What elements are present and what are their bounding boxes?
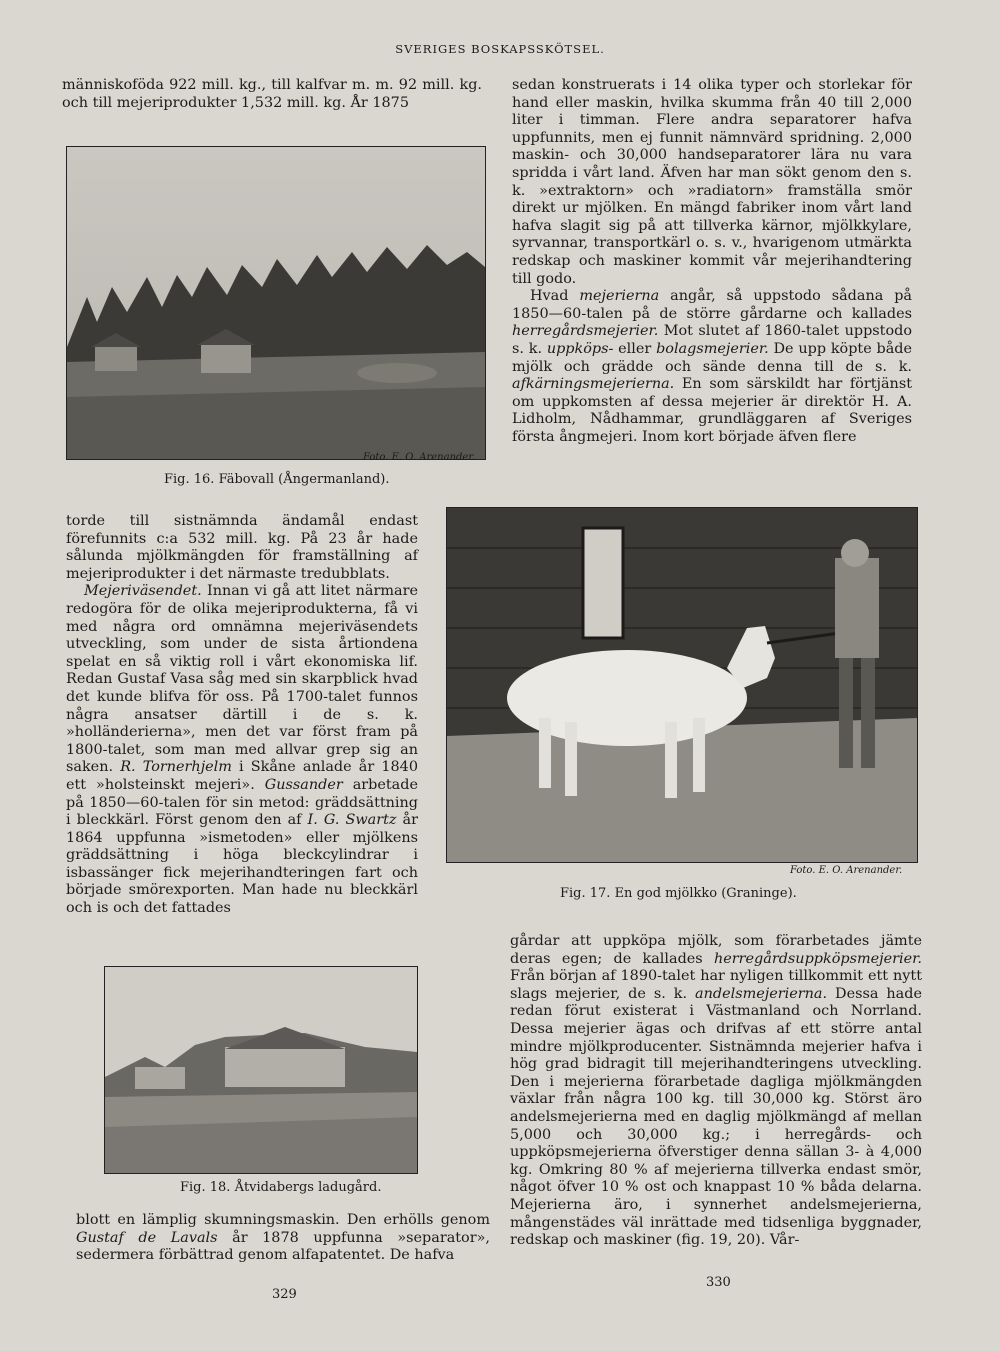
photo-mjolkko (446, 507, 918, 863)
barn-photo-illustration (105, 967, 417, 1173)
left-column-bottom (76, 1212, 490, 1265)
paragraph: blott en lämplig skumningsmaskin. Den erhölls genom Gustaf de Lavals år 1878 uppfunna »separator», sedermera förbättrad genom alfapatentet. De hafva (76, 1212, 490, 1264)
photo-credit: Foto. E. O. Arenander. (790, 865, 903, 876)
left-column-middle (66, 513, 418, 918)
page-number-right: 330 (706, 1275, 731, 1290)
left-column-top (62, 77, 482, 112)
photo-fabovall (66, 146, 486, 460)
paragraph: sedan konstruerats i 14 olika typer och storlekar för hand eller maskin, hvilka skumma från 40 till 2,000 liter i timman. Flere andra separatorer hafva uppfunnits, men ej funnit nämnvärd spridning. 2,000 maskin- och 30,000 handseparatorer lära nu vara spridda i vårt land. Äfven har man sökt genom den s. k. »extraktorn» och »radiatorn» framställa smör direkt ur mjölken. En mängd fabriker inom vårt land hafva slagit sig på att tillverka kärnor, mjölkkylare, syrvannar, transportkärl o. s. v., hvarigenom utmärkta redskap och maskiner kommit vår mejerihandtering till godo. (512, 77, 912, 287)
paragraph: gårdar att uppköpa mjölk, som förarbetades jämte deras egen; de kallades herregårdsuppköpsmejerier. Från början af 1890-talet har nyligen tillkommit ett nytt slags mejerier, de s. k. andelsmejerierna. Dessa hade redan förut existerat i Västmanland och Norrland. Dessa mejerier ägas och drifvas af ett större antal mindre mjölkproducenter. Sistnämnda mejerier hafva i hög grad bidragit till mejerihandteringens utveckling. Den i mejerierna förarbetade dagliga mjölkmängden växlar från några 100 kg. till 30,000 kg. Störst äro andelsmejerierna med en daglig mjölkmängd af mellan 5,000 och 30,000 kg.; i herregårds- och uppköpsmejerierna öfverstiger denna sällan 3- à 4,000 kg. Omkring 80 % af mejerierna tillverka endast smör, något öfver 10 % ost och knappast 10 % båda delarna. Mejerierna äro, i synnerhet andelsmejerierna, mångenstädes väl inrättade med tidsenliga byggnader, redskap och maskiner (fig. 19, 20). Vår- (510, 933, 922, 1249)
photo-credit: Foto. E. O. Arenander. (363, 452, 476, 463)
photo-atvidaberg (104, 966, 418, 1174)
figure-caption: Fig. 18. Åtvidabergs ladugård. (180, 1180, 382, 1195)
figure-caption: Fig. 16. Fäbovall (Ångermanland). (164, 472, 390, 487)
figure-caption: Fig. 17. En god mjölkko (Graninge). (560, 886, 797, 901)
paragraph-mejerivasendet: Mejeriväsendet. Innan vi gå att litet närmare redogöra för de olika mejeriprodukterna, få vi med några ord omnämna mejeriväsendets utveckling, som under de sista årtiondena spelat en så viktig roll i vårt ekonomiska lif. Redan Gustaf Vasa såg med sin skarpblick hvad det kunde blifva för oss. På 1700-talet funnos några ansatser därtill i de s. k. »holländerierna», men det var först fram på 1800-talet, som man med allvar grep sig an saken. R. Tornerhjelm i Skåne anlade år 1840 ett »holsteinskt mejeri». Gussander arbetade på 1850—60-talen för sin metod: gräddsättning i bleckkärl. Först genom den af I. G. Swartz år 1864 uppfunna »ismetoden» eller mjölkens gräddsättning i höga bleckcylindrar i isbassänger fick mejerihandteringen fart och började smörexporten. Man hade nu bleckkärl och is och det fattades (66, 583, 418, 917)
running-header: SVERIGES BOSKAPSSKÖTSEL. (395, 42, 605, 56)
paragraph: människoföda 922 mill. kg., till kalfvar m. m. 92 mill. kg. och till mejeriprodukter 1,532 mill. kg. År 1875 (62, 77, 482, 111)
cow-photo-illustration (447, 508, 917, 862)
paragraph-mejerierna: Hvad mejerierna angår, så uppstodo sådana på 1850—60-talen på de större gårdarne och kallades herregårdsmejerier. Mot slutet af 1860-talet uppstodo s. k. uppköps- eller bolagsmejerier. De upp köpte både mjölk och grädde och sände denna till de s. k. afkärningsmejerierna. En som särskildt har förtjänst om uppkomsten af dessa mejerier är direktör H. A. Lidholm, Nådhammar, grundläggaren af Sveriges första ångmejeri. Inom kort började äfven flere (512, 288, 913, 445)
italic-heading: Mejeriväsendet. (84, 583, 202, 600)
right-column-bottom (510, 933, 922, 1250)
paragraph: torde till sistnämnda ändamål endast förefunnits c:a 532 mill. kg. På 23 år hade sålunda mjölkmängden för framställning af mejeriprodukter i det närmaste tredubblats. (66, 513, 418, 582)
page-number-left: 329 (272, 1287, 297, 1302)
right-column-top (512, 77, 912, 446)
landscape-photo-illustration (67, 147, 485, 459)
